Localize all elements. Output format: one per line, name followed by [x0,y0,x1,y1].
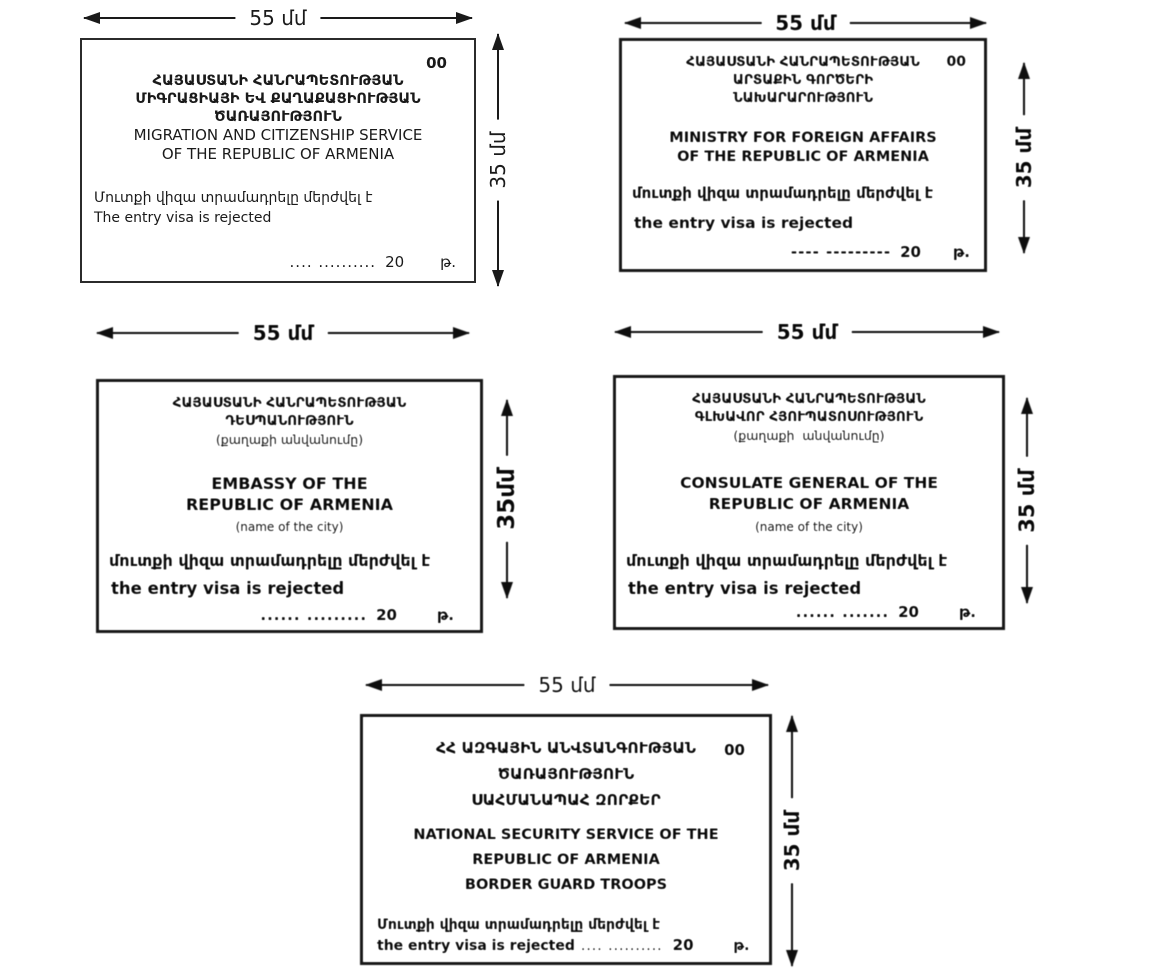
date-dots: .... .......... [580,938,663,954]
stamp-border-guard-box [360,714,772,965]
height-dimension-arrow-migration [486,34,510,286]
date-year: 20 [900,243,921,261]
width-dimension-arrow-migration [84,6,472,30]
rejection-note-en: the entry visa is rejected [634,214,854,232]
date-line [363,936,769,954]
arrow-down-icon [786,950,798,967]
arrow-up-icon [1018,62,1030,79]
stamp-title-en-block [616,473,1002,534]
year-suffix: թ. [958,603,976,621]
city-name-placeholder-en: (name of the city) [235,520,344,534]
arrow-up-icon [786,715,798,732]
stamp-title-en: CONSULATE GENERAL OF THE [680,474,938,492]
stamp-title-en: REPUBLIC OF ARMENIA [708,495,910,513]
arrow-left-icon [624,17,641,29]
rejection-note [82,189,474,228]
height-dimension-label: 35մմ [494,456,520,542]
width-dimension-label: 55 մմ [524,673,609,697]
stamp-embassy-box [96,379,483,633]
rejection-note-en: the entry visa is rejected [377,938,575,954]
arrow-down-icon [501,582,513,599]
rejection-note-hy: Մուտքի վիզա տրամադրելը մերժվել է [94,190,373,206]
arrow-left-icon [365,679,382,691]
stamp-title-en: OF THE REPUBLIC OF ARMENIA [161,144,395,163]
stamp-title-en-block [363,823,769,898]
stamp-title-en: EMBASSY OF THE [211,474,368,493]
stamp-title-en: REPUBLIC OF ARMENIA [472,852,660,868]
stamp-title-en: BORDER GUARD TROOPS [464,877,668,893]
arrow-down-icon [492,270,504,287]
date-line [616,603,1002,621]
stamp-title-en: MIGRATION AND CITIZENSHIP SERVICE [133,126,423,144]
arrow-left-icon [96,327,113,339]
stamp-title-hy: ՀԱՅԱՍՏԱՆԻ ՀԱՆՐԱՊԵՏՈՒԹՅԱՆ [152,73,404,89]
stamp-code: 00 [946,54,966,70]
stamp-title-hy: ՍԱՀՄԱՆԱՊԱՀ ԶՈՐՔԵՐ [471,791,661,809]
date-line [82,253,474,271]
arrow-right-icon [983,326,1000,338]
rejection-note-en: the entry visa is rejected [111,579,345,598]
date-dots: .... .......... [289,253,377,271]
city-name-placeholder-hy: (քաղաքի անվանումը) [215,432,364,447]
date-year: 20 [672,936,694,954]
width-dimension-label: 55 մմ [763,320,852,344]
stamp-title-hy: ԾԱՌԱՅՈՒԹՅՈՒՆ [497,765,635,783]
width-dimension-arrow-border-guard [366,673,768,697]
stamp-code: 00 [426,54,447,72]
rejection-note-hy: մուտքի վիզա տրամադրելը մերժվել է [109,551,431,570]
rejection-note-hy: Մուտքի վիզա տրամադրելը մերժվել է [377,917,661,933]
stamp-title-hy: ԱՐՏԱՔԻՆ ԳՈՐԾԵՐԻ [732,72,874,88]
height-dimension-arrow-embassy [494,400,520,598]
stamp-title-en: NATIONAL SECURITY SERVICE OF THE [413,827,719,843]
arrow-left-icon [614,326,631,338]
width-dimension-label: 55 մմ [239,321,328,345]
stamp-title-hy: ՄԻԳՐԱՑԻԱՅԻ ԵՎ ՔԱՂԱՔԱՑԻՈՒԹՅԱՆ [135,91,421,107]
date-dots: ---- --------- [790,243,892,261]
stamp-title-hy: ՀԱՅԱՍՏԱՆԻ ՀԱՆՐԱՊԵՏՈՒԹՅԱՆ [686,54,920,70]
arrow-up-icon [501,399,513,416]
stamp-title-hy-row [622,53,984,71]
date-dots: ...... ....... [795,603,890,621]
rejection-note-hy: մուտքի վիզա տրամադրելը մերժվել է [632,184,934,202]
stamp-title-en-block [99,473,480,534]
arrow-right-icon [970,17,987,29]
stamp-mfa-box [619,38,987,272]
width-dimension-arrow-mfa [625,11,986,35]
height-dimension-arrow-consulate [1015,398,1039,603]
stamp-title-en: REPUBLIC OF ARMENIA [185,495,393,514]
date-line [99,606,480,624]
date-year: 20 [898,603,919,621]
stamp-title-hy: ԳԼԽԱՎՈՐ ՀՅՈՒՊԱՏՈՍՈՒԹՅՈՒՆ [694,409,924,425]
city-name-placeholder-en: (name of the city) [755,520,863,534]
date-year: 20 [385,253,405,271]
year-suffix: թ. [436,606,454,624]
width-dimension-label: 55 մմ [235,6,320,30]
height-dimension-label: 35 մմ [1012,116,1036,201]
arrow-down-icon [1018,237,1030,254]
rejection-note-en: The entry visa is rejected [94,209,272,226]
year-suffix: թ. [440,253,456,271]
stamp-title-en: OF THE REPUBLIC OF ARMENIA [677,149,929,165]
stamp-consulate-box [613,375,1005,630]
arrow-up-icon [492,33,504,50]
date-line [622,243,984,261]
width-dimension-arrow-embassy [97,321,469,345]
stamp-title-hy: ՀԱՅԱՍՏԱՆԻ ՀԱՆՐԱՊԵՏՈՒԹՅԱՆ [692,391,926,407]
width-dimension-arrow-consulate [615,320,999,344]
date-year: 20 [376,606,397,624]
stamp-title-hy-row [363,735,769,761]
width-dimension-label: 55 մմ [761,11,850,35]
rejection-note-en: the entry visa is rejected [628,579,862,598]
rejection-note-hy: մուտքի վիզա տրամադրելը մերժվել է [626,551,948,570]
arrow-left-icon [83,12,100,24]
height-dimension-arrow-mfa [1012,63,1036,253]
arrow-right-icon [752,679,769,691]
stamp-migration-box [80,38,476,283]
arrow-right-icon [456,12,473,24]
stamp-title-hy: ՀԱՅԱՍՏԱՆԻ ՀԱՆՐԱՊԵՏՈՒԹՅԱՆ [172,395,407,411]
stamp-title-hy: ԾԱՌԱՅՈՒԹՅՈՒՆ [214,109,342,125]
stamp-title-hy: ԴԵՍՊԱՆՈՒԹՅՈՒՆ [225,413,354,429]
stamp-code: 00 [724,741,745,759]
height-dimension-label: 35 մմ [1015,457,1039,545]
arrow-right-icon [453,327,470,339]
stamp-title-en: MINISTRY FOR FOREIGN AFFAIRS [669,130,937,146]
year-suffix: թ. [733,938,750,954]
arrow-down-icon [1021,587,1033,604]
height-dimension-arrow-border-guard [780,716,804,966]
height-dimension-label: 35 մմ [780,799,804,884]
city-name-placeholder-hy: (քաղաքի անվանումը) [733,428,885,443]
stamp-title-hy: ՆԱԽԱՐԱՐՈՒԹՅՈՒՆ [733,90,873,106]
stamp-title-hy: ՀՀ ԱԶԳԱՅԻՆ ԱՆՎՏԱՆԳՈՒԹՅԱՆ [435,739,697,757]
date-dots: ...... ......... [260,606,368,624]
year-suffix: թ. [952,243,970,261]
arrow-up-icon [1021,397,1033,414]
stamp-title-en-block [622,129,984,167]
height-dimension-label: 35 մմ [486,119,510,200]
